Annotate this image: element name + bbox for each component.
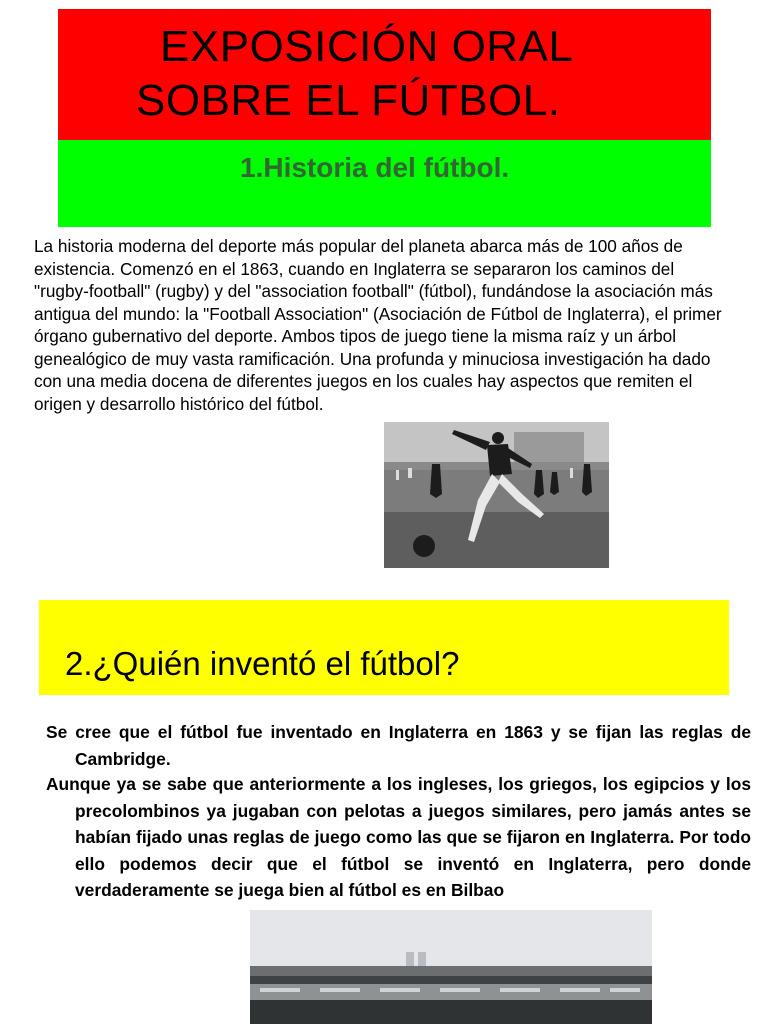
section-heading: 2.¿Quién inventó el fútbol?: [65, 645, 460, 682]
title-line-2: SOBRE EL FÚTBOL.: [136, 76, 561, 125]
subtitle: 1.Historia del fútbol.: [240, 152, 510, 183]
section-heading-banner: [39, 600, 729, 695]
title-banner: [58, 9, 711, 140]
football-player-photo: [384, 422, 609, 568]
subtitle-banner: [58, 140, 711, 227]
invention-paragraph-2: Aunque ya se sabe que anteriormente a los ingleses, los griegos, los egipcios y los precolombinos ya jugaban con pelotas a juegos similares, pero jamás antes se habían fijado unas reglas de juego como las que se fijaron en Inglaterra. Por todo ello podemos decir que el fútbol se inventó en Inglaterra, pero donde verdaderamente se juega bien al fútbol es en Bilbao: [46, 774, 751, 900]
stadium-illustration: [250, 910, 652, 1024]
history-paragraph: La historia moderna del deporte más popular del planeta abarca más de 100 años de existencia. Comenzó en el 1863, cuando en Inglaterra se separaron los caminos del "rugby-football" (rugby) y del "association football" (fútbol), fundándose la asociación más antigua del mundo: la "Football Association" (Asociación de Fútbol de Inglaterra), el primer órgano gubernativo del deporte. Ambos tipos de juego tiene la misma raíz y un árbol genealógico de muy vasta ramificación. Una profunda y minuciosa investigación ha dado con una media docena de diferentes juegos en los cuales hay aspectos que remiten el origen y desarrollo histórico del fútbol.: [34, 236, 722, 414]
football-player-illustration: [384, 422, 609, 568]
stadium-photo: [250, 910, 652, 1024]
title-line-1: EXPOSICIÓN ORAL: [160, 22, 574, 71]
invention-paragraph-1: Se cree que el fútbol fue inventado en Inglaterra en 1863 y se fijan las reglas de Cambridge.: [46, 722, 751, 769]
